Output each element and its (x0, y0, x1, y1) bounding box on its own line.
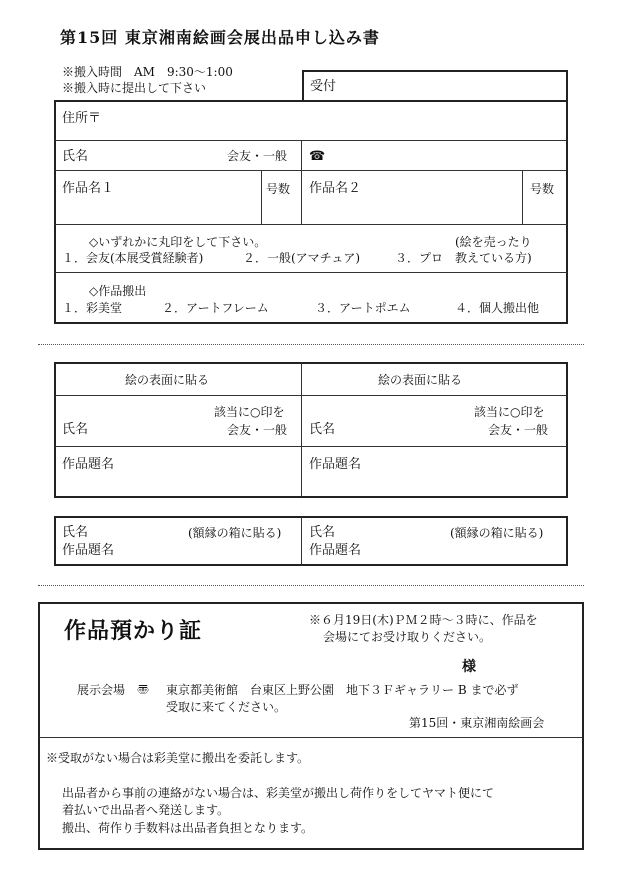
submit-note: ※搬入時に提出して下さい (62, 81, 207, 95)
receipt-note-2: 出品者から事前の連絡がない場合は、彩美堂が搬出し荷作りをしてヤマト便にて (62, 786, 495, 800)
choice-member[interactable]: １．会友(本展受賞経験者) (62, 251, 204, 265)
circle-note-right: 該当に○印を (474, 405, 545, 419)
name-label-right: 氏名 (309, 422, 336, 437)
carry-option-1[interactable]: １．彩美堂 (62, 301, 123, 315)
venue-label: 展示会場 (77, 683, 126, 697)
carry-option-2[interactable]: ２．アートフレーム (162, 301, 269, 315)
name-label: 氏名 (62, 149, 89, 164)
receipt-note-4: 搬出、荷作り手数料は出品者負担となります。 (62, 821, 314, 835)
receipt-note-3: 着払いで出品者へ発送します。 (62, 803, 230, 817)
frame-work-left: 作品題名 (62, 543, 115, 558)
carry-out-heading: ◇作品搬出 (89, 284, 147, 298)
size1-label: 号数 (266, 182, 291, 196)
carry-option-4[interactable]: ４．個人搬出他 (455, 301, 540, 315)
choose-note: ◇いずれかに丸印をして下さい。 (89, 235, 267, 249)
work2-label: 作品名２ (309, 181, 362, 196)
phone-icon: ☎ (309, 149, 326, 164)
frame-box-label (54, 516, 568, 566)
paste-heading-right: 絵の表面に貼る (378, 373, 463, 387)
circle-note-left: 該当に○印を (214, 405, 285, 419)
member-type-options[interactable]: 会友・一般 (227, 149, 288, 163)
carry-option-3[interactable]: ３．アートポエム (315, 301, 411, 315)
delivery-time-note: ※搬入時間 AM 9:30～1:00 (62, 65, 233, 79)
frame-name-left: 氏名 (62, 525, 89, 540)
cut-line-2 (38, 585, 584, 586)
member-type-right[interactable]: 会友・一般 (488, 423, 549, 437)
paste-heading-left: 絵の表面に貼る (125, 373, 210, 387)
page-title: 第15回 東京湘南絵画会展出品申し込み書 (60, 28, 380, 47)
cut-line (38, 344, 584, 345)
address-label: 住所〒 (62, 111, 102, 126)
receipt-title: 作品預かり証 (64, 618, 203, 644)
reception-label: 受付 (310, 79, 337, 94)
size2-label: 号数 (530, 182, 555, 196)
pickup-line-1: ※６月19日(木)ＰＭ２時～３時に、作品を (309, 613, 538, 627)
reception-box (302, 70, 568, 102)
frame-note-left: (額縁の箱に貼る) (188, 526, 282, 540)
pickup-line-2: 会場にてお受け取りください。 (323, 630, 492, 644)
frame-name-right: 氏名 (309, 525, 336, 540)
choice-general[interactable]: ２．一般(アマチュア) (243, 251, 361, 265)
venue-icon: 〠 (137, 683, 150, 697)
address-field[interactable] (110, 104, 560, 134)
name-label-left: 氏名 (62, 422, 89, 437)
organizer: 第15回・東京湘南絵画会 (409, 716, 545, 730)
venue-address: 東京都美術館 台東区上野公園 地下３Ｆギャラリー B まで必ず (166, 683, 519, 697)
work-title-left: 作品題名 (62, 457, 115, 472)
frame-work-right: 作品題名 (309, 543, 362, 558)
receipt-note-1: ※受取がない場合は彩美堂に搬出を委託します。 (46, 751, 310, 765)
work-title-right: 作品題名 (309, 457, 362, 472)
choice-pro[interactable]: ３．プロ 教えている方) (395, 251, 532, 265)
work1-label: 作品名１ (62, 181, 115, 196)
frame-note-right: (額縁の箱に貼る) (450, 526, 544, 540)
member-type-left[interactable]: 会友・一般 (227, 423, 288, 437)
venue-instruction: 受取に来てください。 (166, 700, 287, 714)
sell-note: (絵を売ったり (455, 235, 532, 249)
sama-label: 様 (462, 659, 476, 675)
